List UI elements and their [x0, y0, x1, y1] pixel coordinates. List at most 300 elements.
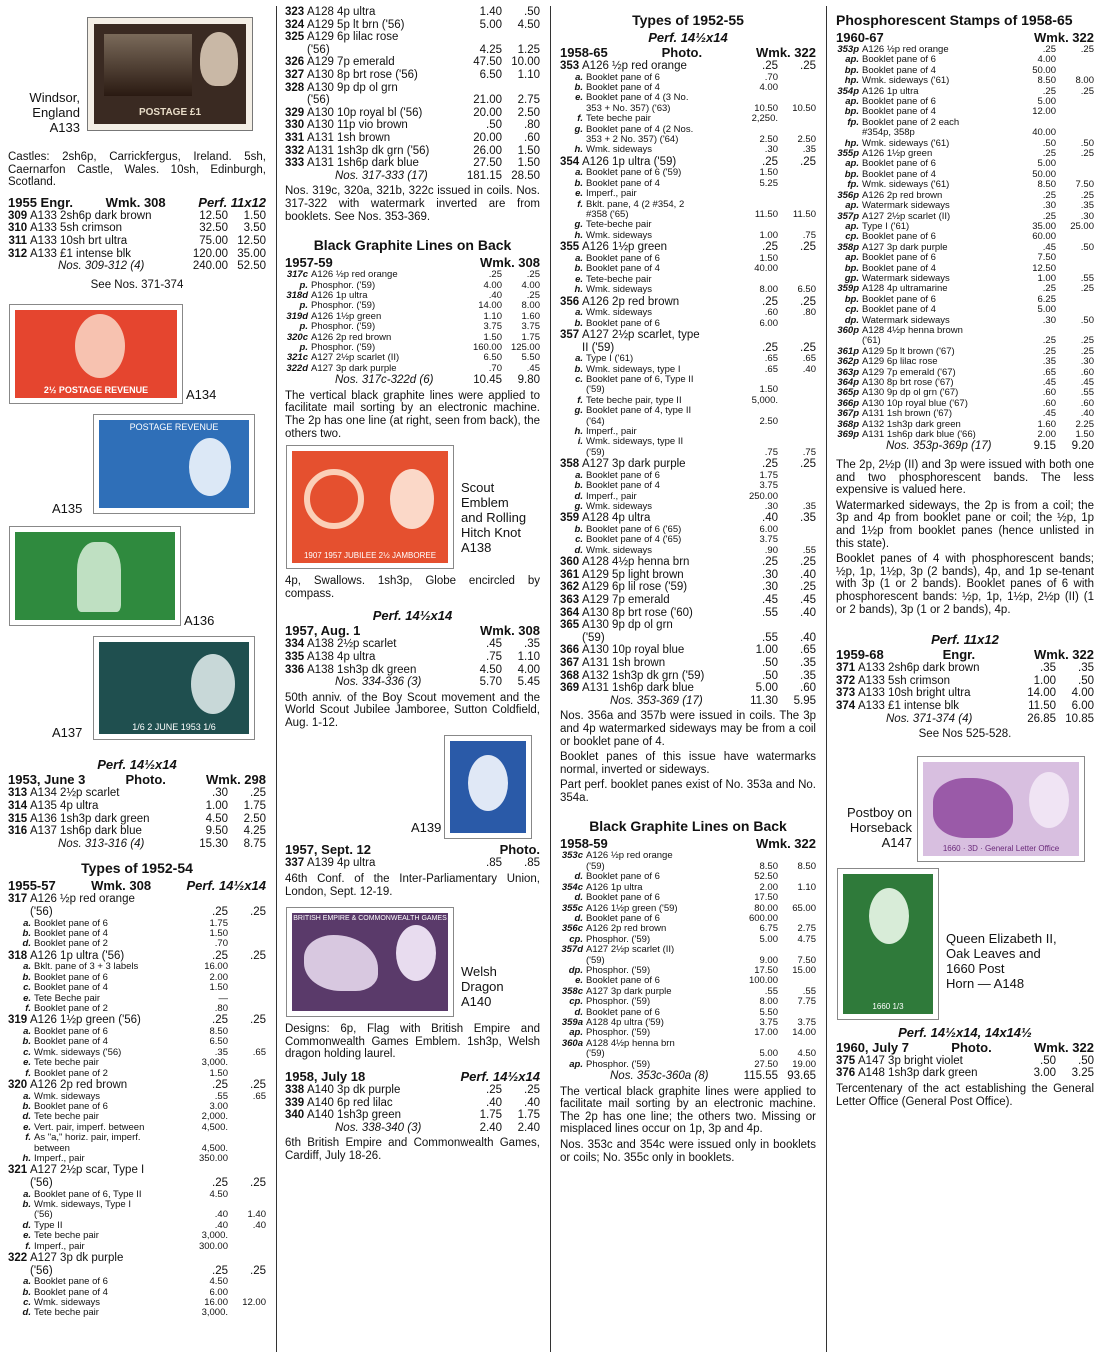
- catalog-number: 321c: [286, 352, 308, 364]
- listing-row: [285, 19, 540, 32]
- used-value: .25: [526, 289, 540, 301]
- unused-value: 5.25: [759, 177, 778, 189]
- catalog-number: d.: [574, 892, 583, 904]
- unused-value: .75: [764, 446, 778, 458]
- description: A126 1½p green: [311, 311, 382, 322]
- catalog-number: 368: [560, 669, 580, 682]
- stamp-text: POSTAGE £1: [138, 107, 202, 118]
- listing-row: [560, 935, 816, 945]
- description: A129 7p emerald: [582, 593, 670, 606]
- unused-value: .60: [1042, 387, 1056, 399]
- a133-caption: [20, 90, 80, 135]
- used-value: [228, 929, 266, 939]
- unused-value: 2.00: [759, 881, 778, 893]
- description: ('59): [582, 631, 605, 644]
- used-value: 7.50: [797, 954, 816, 966]
- listing-row: [285, 374, 540, 387]
- used-value: 1.75: [521, 331, 540, 343]
- catalog-number: 365: [560, 619, 580, 632]
- caption-line: Horn — A148: [946, 975, 1025, 991]
- catalog-number: dp.: [568, 964, 583, 976]
- listing-row: [560, 189, 816, 199]
- catalog-number: 353c: [561, 850, 583, 862]
- description: A140 3p dk purple: [307, 1084, 401, 1097]
- unused-value: 1.75: [209, 917, 228, 929]
- description: Booklet pane of 4: [586, 178, 660, 189]
- used-value: [1056, 55, 1094, 65]
- catalog-number: b.: [22, 1100, 31, 1112]
- catalog-number: 354: [560, 155, 580, 168]
- used-value: [778, 396, 816, 406]
- header-mid: Wmk. 308: [105, 194, 166, 210]
- unused-value: 20.00: [473, 131, 502, 144]
- catalog-number: bp.: [844, 106, 859, 118]
- unused-value: 60.00: [1032, 231, 1056, 243]
- unused-value: 1.50: [759, 252, 778, 264]
- caption-line: Postboy on: [846, 804, 912, 820]
- catalog-number: b.: [574, 82, 583, 93]
- issue-header-1955-57: [8, 878, 266, 893]
- listing-row: [285, 857, 540, 870]
- used-value: [228, 1308, 266, 1318]
- description: Booklet pane of 4: [862, 65, 936, 76]
- header-right: Wmk. 322: [756, 45, 816, 60]
- catalog-number: 360a: [561, 1037, 583, 1049]
- used-value: 4.50: [517, 18, 540, 31]
- issue-header-1958: [285, 1069, 540, 1084]
- description: A126 2p red brown: [862, 190, 943, 201]
- unused-value: 100.00: [748, 975, 778, 987]
- unused-value: 300.00: [198, 1240, 228, 1252]
- description: ('56): [30, 905, 53, 918]
- unused-value: 6.50: [483, 352, 502, 364]
- description: Booklet pane of 4: [862, 263, 936, 274]
- unused-value: .50: [762, 656, 778, 669]
- perf-heading: Perf. 14½x14: [648, 30, 728, 45]
- description: A131 1sh6p dark blue: [307, 157, 419, 170]
- used-value: 5.45: [517, 676, 540, 689]
- catalog-number: 324: [285, 18, 305, 31]
- unused-value: .40: [488, 289, 502, 301]
- description: Booklet pane of 6: [862, 294, 936, 305]
- header-mid: Photo.: [951, 1039, 992, 1055]
- unused-value: 8.50: [1037, 75, 1056, 87]
- listing-row: [836, 1067, 1094, 1080]
- catalog-number: 333: [285, 157, 305, 170]
- catalog-number: 369p: [837, 429, 859, 441]
- used-value: 12.00: [242, 1297, 266, 1309]
- listing-row: [285, 664, 540, 677]
- unused-value: .45: [1042, 241, 1056, 253]
- used-value: 65.00: [792, 902, 816, 914]
- unused-value: 8.50: [759, 860, 778, 872]
- description: Booklet pane of 6: [586, 253, 660, 264]
- unused-value: .50: [762, 669, 778, 682]
- listing-row: [836, 107, 1094, 117]
- used-value: .80: [524, 119, 540, 132]
- catalog-number: [560, 695, 582, 708]
- description: Wmk. sideways: [586, 145, 652, 156]
- header-right: Perf. 14½x14: [186, 878, 266, 894]
- used-value: .35: [1078, 662, 1094, 675]
- used-value: [778, 893, 816, 903]
- section-heading: Black Graphite Lines on Back: [589, 818, 787, 835]
- description: Imperf., pair: [586, 426, 637, 437]
- catalog-number: 336: [285, 663, 305, 676]
- stamp-a138-block: [285, 446, 540, 572]
- description: Imperf., pair: [586, 189, 637, 200]
- used-value: .35: [1080, 200, 1094, 212]
- used-value: .50: [1078, 1054, 1094, 1067]
- used-value: .25: [800, 458, 816, 471]
- catalog-number: 353p: [837, 44, 859, 55]
- used-value: [778, 254, 816, 264]
- listing-row: [560, 569, 816, 582]
- description: Wmk. sideways: [586, 501, 652, 512]
- catalog-number: b.: [22, 1199, 31, 1210]
- used-value: .25: [1080, 345, 1094, 357]
- a134-label: A134: [186, 387, 217, 403]
- description: Booklet pane of 2: [34, 939, 108, 950]
- used-value: 1.50: [517, 144, 540, 157]
- listing-row: [836, 440, 1094, 453]
- listing-row: [560, 632, 816, 645]
- description: A131 1sh3p dk grn ('56): [307, 144, 430, 157]
- description: Wmk. sideways: [586, 230, 652, 241]
- description: Nos. 338-340 (3): [335, 1121, 422, 1134]
- a140-caption: [461, 964, 504, 1009]
- used-value: .25: [800, 155, 816, 168]
- listing-1955: [8, 210, 266, 273]
- a137-label: A137: [52, 725, 83, 741]
- unused-value: 14.00: [1027, 687, 1056, 700]
- unused-value: .25: [762, 341, 778, 354]
- description: Booklet pane of 6: [586, 913, 660, 924]
- description: Nos. 353p-369p (17): [886, 440, 992, 453]
- description: 353 + 2 No. 357) ('64): [586, 135, 679, 146]
- listing-row: [8, 1069, 266, 1079]
- description: Wmk. sideways ('56): [34, 1047, 122, 1058]
- used-value: 1.25: [517, 43, 540, 56]
- catalog-number: 334: [285, 638, 305, 651]
- issue-header-1960: [836, 1040, 1094, 1055]
- header-right: Wmk. 322: [1034, 647, 1094, 663]
- unused-value: [738, 427, 778, 437]
- description: A126 1p ultra ('59): [582, 155, 677, 168]
- header-left: 1958-65: [560, 45, 608, 60]
- unused-value: .25: [1042, 148, 1056, 160]
- listing-row: [560, 581, 816, 594]
- catalog-number: 337: [285, 857, 305, 870]
- header-left: 1960-67: [836, 30, 884, 45]
- description: A126 1½p green ('59): [586, 903, 678, 914]
- listing-row: [836, 305, 1094, 315]
- listing-row: [8, 1252, 266, 1265]
- listing-row: [560, 285, 816, 295]
- header-right: Perf. 14½x14: [460, 1069, 540, 1085]
- unused-value: .25: [212, 1177, 228, 1189]
- used-value: [778, 114, 816, 124]
- header-right: Wmk. 322: [1034, 1039, 1094, 1055]
- listing-row: [285, 44, 540, 57]
- catalog-number: [8, 838, 30, 851]
- catalog-number: 366p: [837, 397, 859, 409]
- catalog-number: g.: [574, 405, 583, 417]
- unused-value: 12.50: [199, 209, 228, 222]
- catalog-number: 369: [560, 682, 580, 695]
- used-value: .25: [800, 556, 816, 569]
- catalog-number: [285, 676, 307, 689]
- used-value: 3.50: [243, 222, 266, 235]
- used-value: .25: [1080, 85, 1094, 97]
- issue-header-1953: [8, 772, 266, 787]
- catalog-number: f.: [25, 1002, 31, 1014]
- used-value: .35: [800, 512, 816, 525]
- unused-value: 4.25: [479, 43, 502, 56]
- catalog-number: a.: [23, 961, 31, 973]
- description: Wmk. sideways: [586, 308, 652, 319]
- catalog-number: a.: [575, 167, 583, 179]
- description: Type I ('61): [586, 354, 634, 365]
- description: Tete beche pair: [34, 1308, 99, 1319]
- used-value: .40: [800, 606, 816, 619]
- header-left: 1957-59: [285, 255, 333, 271]
- description: A131 1sh brown: [307, 131, 391, 144]
- unused-value: —: [218, 992, 228, 1004]
- description: Booklet pane of 6: [862, 55, 936, 66]
- listing-row: [8, 1154, 266, 1164]
- catalog-number: 319: [8, 1014, 28, 1027]
- description: A130 9p dp ol grn: [582, 619, 673, 632]
- unused-value: .25: [212, 1014, 228, 1027]
- description: Booklet pane of 6: [34, 1026, 108, 1037]
- unused-value: 20.00: [473, 106, 502, 119]
- listing-row: [560, 406, 816, 416]
- header-right: Wmk. 322: [756, 836, 816, 852]
- description: A128 4p ultramarine: [862, 284, 948, 295]
- unused-value: [738, 619, 778, 632]
- catalog-number: 358c: [561, 985, 583, 997]
- catalog-number: p.: [299, 321, 308, 333]
- unused-value: 5.50: [759, 1006, 778, 1018]
- listing-row: [285, 132, 540, 145]
- unused-value: 1.50: [759, 384, 778, 396]
- unused-value: 9.15: [1033, 440, 1056, 453]
- catalog-number: 355p: [837, 148, 859, 160]
- catalog-number: 318d: [286, 289, 308, 301]
- note: Nos. 356a and 357b were issued in coils. The 3p and 4p watermarked sideways may be from a coil or booklet pane of 4.: [560, 710, 816, 748]
- unused-value: .25: [1042, 335, 1056, 347]
- unused-value: .40: [486, 1096, 502, 1109]
- perf-heading: Perf. 14½x14: [372, 608, 453, 624]
- description: Watermark sideways: [862, 273, 950, 284]
- catalog-number: ap.: [845, 158, 859, 170]
- terc-note: Tercentenary of the act establishing the General Letter Office (General Post Office).: [836, 1082, 1094, 1108]
- catalog-number: 357: [560, 328, 580, 341]
- unused-value: 27.50: [473, 157, 502, 170]
- catalog-number: b.: [574, 523, 583, 535]
- used-value: 3.25: [1071, 1067, 1094, 1080]
- description: A133 5sh crimson: [858, 674, 951, 687]
- issue-header-1959-68: [836, 647, 1094, 662]
- description: Watermark sideways: [862, 201, 950, 212]
- catalog-number: 374: [836, 699, 856, 712]
- used-value: [1056, 305, 1094, 315]
- section-heading: Types of 1952-54: [81, 860, 193, 877]
- listing-row: [836, 201, 1094, 211]
- catalog-number: 364: [560, 606, 580, 619]
- used-value: [778, 385, 816, 395]
- catalog-number: c.: [23, 1046, 31, 1058]
- stamp-text: BRITISH EMPIRE & COMMONWEALTH GAMES: [293, 915, 447, 923]
- unused-value: 1.50: [209, 982, 228, 994]
- unused-value: .25: [762, 458, 778, 471]
- description: Nos. 309-312 (4): [58, 260, 145, 273]
- listing-1958: [285, 1084, 540, 1134]
- unused-value: 75.00: [199, 234, 228, 247]
- listing-row: [285, 157, 540, 170]
- unused-value: .65: [764, 363, 778, 375]
- issue-header-1955: [8, 195, 266, 210]
- unused-value: .45: [486, 638, 502, 651]
- description: Booklet pane of 4: [586, 481, 660, 492]
- description: Nos. 317c-322d (6): [335, 374, 434, 387]
- description: A129 7p emerald: [307, 56, 395, 69]
- description: Booklet pane of 2 each: [862, 117, 960, 128]
- used-value: 7.50: [1075, 179, 1094, 191]
- used-value: [1056, 97, 1094, 107]
- listing-row: [836, 700, 1094, 713]
- catalog-number: b.: [22, 1036, 31, 1048]
- catalog-number: f.: [577, 394, 583, 406]
- listing-row: [560, 396, 816, 406]
- used-value: 6.50: [797, 284, 816, 296]
- catalog-number: 327: [285, 68, 305, 81]
- listing-row: [285, 270, 540, 280]
- description: Nos. 371-374 (4): [886, 712, 973, 725]
- header-left: 1955-57: [8, 878, 56, 894]
- description: A134 2½p scarlet: [30, 787, 120, 800]
- description: II ('59): [582, 341, 615, 354]
- used-value: 93.65: [787, 1070, 816, 1082]
- listing-row: [8, 248, 266, 261]
- description: Tete beche pair: [34, 1231, 99, 1242]
- catalog-number: b.: [574, 480, 583, 492]
- unused-value: 4.50: [209, 1276, 228, 1288]
- used-value: 35.00: [237, 247, 266, 260]
- unused-value: 27.50: [754, 1058, 778, 1070]
- header-right: Photo.: [499, 842, 540, 858]
- used-value: .80: [802, 307, 816, 319]
- catalog-number: a.: [23, 1188, 31, 1200]
- catalog-number: ap.: [845, 200, 859, 212]
- description: A127 3p dark purple: [862, 242, 948, 253]
- catalog-number: f.: [25, 1132, 31, 1144]
- description: A139 4p ultra: [307, 857, 376, 870]
- used-value: [778, 471, 816, 481]
- unused-value: .80: [214, 1002, 228, 1014]
- unused-value: 2.00: [209, 971, 228, 983]
- catalog-number: e.: [575, 975, 583, 987]
- used-value: .35: [800, 669, 816, 682]
- unused-value: 1.75: [759, 469, 778, 481]
- catalog-number: bp.: [844, 64, 859, 76]
- unused-value: 5.00: [1037, 304, 1056, 316]
- description: A126 1½p green: [862, 149, 933, 160]
- listing-row: [285, 638, 540, 651]
- listing-row: [285, 1084, 540, 1097]
- unused-value: .35: [1042, 356, 1056, 368]
- catalog-number: 335: [285, 650, 305, 663]
- unused-value: 350.00: [198, 1153, 228, 1164]
- listing-row: [560, 114, 816, 124]
- listing-row: [836, 253, 1094, 263]
- unused-value: .25: [1042, 85, 1056, 97]
- unused-value: .25: [1042, 189, 1056, 201]
- catalog-number: d.: [574, 490, 583, 502]
- unused-value: .70: [764, 71, 778, 83]
- used-value: .25: [250, 1014, 266, 1027]
- unused-value: .35: [1040, 662, 1056, 675]
- description: Booklet pane of 6: [586, 1007, 660, 1018]
- listing-row: [560, 644, 816, 657]
- catalog-number: cp.: [845, 231, 859, 243]
- catalog-number: 330: [285, 119, 305, 132]
- unused-value: 1.75: [479, 1109, 502, 1122]
- catalog-number: b.: [574, 317, 583, 329]
- unused-value: .25: [1042, 44, 1056, 55]
- description: Booklet pane of 4 (2 Nos.: [586, 124, 694, 135]
- catalog-number: 362p: [837, 356, 859, 368]
- used-value: .25: [1080, 44, 1094, 55]
- catalog-number: d.: [574, 544, 583, 556]
- used-value: .35: [802, 144, 816, 156]
- used-value: 6.00: [1071, 699, 1094, 712]
- listing-row: [8, 1164, 266, 1177]
- unused-value: 6.25: [1037, 293, 1056, 305]
- description: Bklt. pane of 3 + 3 labels: [34, 962, 139, 973]
- unused-value: .55: [214, 1090, 228, 1102]
- catalog-number: 355: [560, 241, 580, 254]
- description: A130 9p dp ol grn ('67): [862, 388, 959, 399]
- listing-row: [8, 939, 266, 949]
- castles-note: Castles: 2sh6p, Carrickfergus, Ireland. 5sh, Caernarfon Castle, Wales. 10sh, Edinburgh, Scotland.: [8, 151, 266, 189]
- listing-row: [560, 365, 816, 375]
- used-value: .55: [802, 985, 816, 997]
- used-value: [228, 1252, 266, 1265]
- description: A128 4½p henna brown: [862, 325, 963, 336]
- description: Booklet pane of 4: [586, 264, 660, 275]
- catalog-number: 357d: [561, 944, 583, 956]
- used-value: [1056, 253, 1094, 263]
- stamp-a133-image: [88, 18, 252, 130]
- used-value: [778, 375, 816, 385]
- unused-value: .40: [214, 1209, 228, 1221]
- unused-value: 181.15: [466, 169, 502, 182]
- used-value: .65: [252, 1046, 266, 1058]
- unused-value: 4.50: [205, 812, 228, 825]
- description: ('56): [307, 43, 330, 56]
- used-value: [778, 168, 816, 178]
- unused-value: 4.00: [759, 82, 778, 93]
- description: ('59): [586, 955, 605, 966]
- header-right: Perf. 11x12: [198, 194, 266, 210]
- description: A126 1½p green: [582, 241, 668, 254]
- used-value: .50: [1080, 137, 1094, 149]
- unused-value: 4.50: [209, 1188, 228, 1200]
- used-value: 1.10: [517, 650, 540, 663]
- listing-row: [285, 1122, 540, 1135]
